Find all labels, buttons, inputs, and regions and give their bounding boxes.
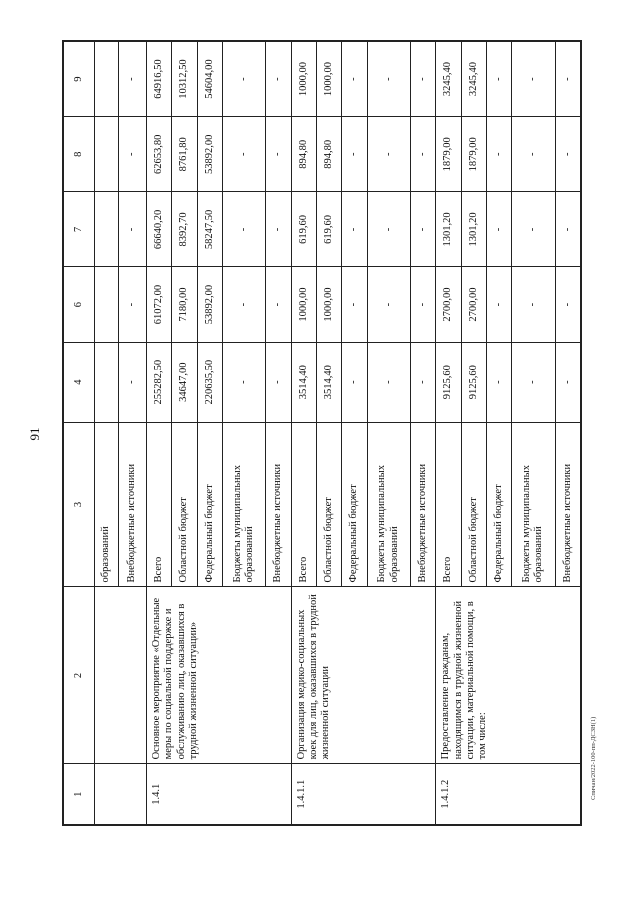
value-col-9: 1000,00 (316, 42, 341, 117)
funding-source: Областной бюджет (461, 422, 486, 587)
value-col-6: 7180,00 (172, 267, 197, 342)
header-col-6: 6 (64, 267, 95, 342)
table-row (147, 42, 172, 825)
row-code: 1.4.1 (147, 764, 292, 825)
value-col-9: 3245,40 (461, 42, 486, 117)
value-col-8 (95, 117, 119, 192)
budget-table (63, 41, 581, 825)
funding-source: Всего (291, 422, 316, 587)
value-col-9: - (555, 42, 580, 117)
page-number: 91 (27, 427, 42, 441)
value-col-7: - (555, 192, 580, 267)
row-code: 1.4.1.2 (436, 764, 581, 825)
header-col-4: 4 (64, 342, 95, 422)
funding-source: Всего (147, 422, 172, 587)
value-col-7: 619,60 (291, 192, 316, 267)
value-col-8: 62653,80 (147, 117, 172, 192)
value-col-8: 1879,00 (461, 117, 486, 192)
value-col-6: 61072,00 (147, 267, 172, 342)
value-col-7: - (119, 192, 147, 267)
value-col-7: - (222, 192, 265, 267)
funding-source: Бюджеты муниципальных образований (512, 422, 555, 587)
funding-source: образований (95, 422, 119, 587)
value-col-4: - (555, 342, 580, 422)
value-col-6: - (222, 267, 265, 342)
funding-source: Бюджеты муниципальных образований (222, 422, 265, 587)
value-col-8: - (367, 117, 410, 192)
header-col-2: 2 (64, 587, 95, 764)
funding-source: Внебюджетные источники (410, 422, 435, 587)
value-col-9: - (410, 42, 435, 117)
value-col-6: 1000,00 (316, 267, 341, 342)
value-col-7: - (266, 192, 291, 267)
value-col-9: 1000,00 (291, 42, 316, 117)
value-col-7: - (486, 192, 511, 267)
value-col-8: 53892,00 (197, 117, 222, 192)
value-col-6: - (367, 267, 410, 342)
value-col-8: - (222, 117, 265, 192)
budget-table-frame (62, 40, 582, 826)
value-col-6 (95, 267, 119, 342)
value-col-8: - (555, 117, 580, 192)
value-col-7: 1301,20 (461, 192, 486, 267)
value-col-6: - (266, 267, 291, 342)
value-col-4: 220635,50 (197, 342, 222, 422)
value-col-9: - (222, 42, 265, 117)
header-col-7: 7 (64, 192, 95, 267)
value-col-9: 10312,50 (172, 42, 197, 117)
value-col-4: - (342, 342, 367, 422)
value-col-8: 894,80 (316, 117, 341, 192)
value-col-7: - (410, 192, 435, 267)
value-col-9: 3245,40 (436, 42, 461, 117)
value-col-4: 255282,50 (147, 342, 172, 422)
value-col-4: - (222, 342, 265, 422)
value-col-9: - (119, 42, 147, 117)
header-col-3: 3 (64, 422, 95, 587)
value-col-4: 3514,40 (291, 342, 316, 422)
value-col-8: - (119, 117, 147, 192)
value-col-6: - (342, 267, 367, 342)
value-col-4: - (512, 342, 555, 422)
value-col-7: 619,60 (316, 192, 341, 267)
value-col-9: 54604,00 (197, 42, 222, 117)
value-col-9: 64916,50 (147, 42, 172, 117)
funding-source: Бюджеты муниципальных образований (367, 422, 410, 587)
value-col-6: - (486, 267, 511, 342)
value-col-9: - (367, 42, 410, 117)
footer-document-id: Спичан/2022-100-пп-ДСЗН(1) (590, 716, 597, 800)
funding-source: Федеральный бюджет (197, 422, 222, 587)
value-col-4: - (410, 342, 435, 422)
value-col-8: - (410, 117, 435, 192)
value-col-6: - (410, 267, 435, 342)
funding-source: Областной бюджет (172, 422, 197, 587)
funding-source: Внебюджетные источники (119, 422, 147, 587)
value-col-9: - (342, 42, 367, 117)
value-col-8: - (486, 117, 511, 192)
rotated-table-container (63, 41, 581, 825)
header-col-8: 8 (64, 117, 95, 192)
value-col-4: 3514,40 (316, 342, 341, 422)
row-description: Предоставление гражданам, находящимся в трудной жизненной ситуации, материальной помощи, в том числе: (436, 587, 581, 764)
value-col-7: - (342, 192, 367, 267)
value-col-9: - (266, 42, 291, 117)
value-col-6: - (555, 267, 580, 342)
value-col-7 (95, 192, 119, 267)
header-col-9: 9 (64, 42, 95, 117)
value-col-6: - (119, 267, 147, 342)
value-col-6: 2700,00 (436, 267, 461, 342)
value-col-8: - (266, 117, 291, 192)
row-description (95, 587, 147, 764)
value-col-9: - (486, 42, 511, 117)
row-code: 1.4.1.1 (291, 764, 436, 825)
value-col-8: 8761,80 (172, 117, 197, 192)
value-col-4: 9125,60 (461, 342, 486, 422)
funding-source: Областной бюджет (316, 422, 341, 587)
value-col-7: 8392,70 (172, 192, 197, 267)
value-col-8: - (512, 117, 555, 192)
value-col-4: - (486, 342, 511, 422)
table-row (436, 42, 461, 825)
value-col-6: 53892,00 (197, 267, 222, 342)
funding-source: Всего (436, 422, 461, 587)
value-col-7: 58247,50 (197, 192, 222, 267)
value-col-6: 1000,00 (291, 267, 316, 342)
value-col-4 (95, 342, 119, 422)
value-col-7: 66640,20 (147, 192, 172, 267)
value-col-9 (95, 42, 119, 117)
row-description: Организация медико-социальных коек для лиц, оказавшихся в трудной жизненной ситуации (291, 587, 436, 764)
value-col-7: - (512, 192, 555, 267)
table-row (95, 42, 119, 825)
value-col-6: - (512, 267, 555, 342)
value-col-4: - (119, 342, 147, 422)
row-description: Основное мероприятие «Отдельные меры по социальной поддержке и обслуживанию лиц, оказавшихся в трудной жизненной ситуации» (147, 587, 292, 764)
table-row (291, 42, 316, 825)
header-row (64, 42, 95, 825)
funding-source: Федеральный бюджет (342, 422, 367, 587)
value-col-9: - (512, 42, 555, 117)
funding-source: Внебюджетные источники (555, 422, 580, 587)
funding-source: Федеральный бюджет (486, 422, 511, 587)
value-col-7: 1301,20 (436, 192, 461, 267)
value-col-4: 34647,00 (172, 342, 197, 422)
value-col-8: - (342, 117, 367, 192)
value-col-4: - (367, 342, 410, 422)
value-col-8: 894,80 (291, 117, 316, 192)
row-code (95, 764, 147, 825)
value-col-7: - (367, 192, 410, 267)
value-col-4: 9125,60 (436, 342, 461, 422)
funding-source: Внебюджетные источники (266, 422, 291, 587)
value-col-4: - (266, 342, 291, 422)
value-col-8: 1879,00 (436, 117, 461, 192)
value-col-6: 2700,00 (461, 267, 486, 342)
header-col-1: 1 (64, 764, 95, 825)
